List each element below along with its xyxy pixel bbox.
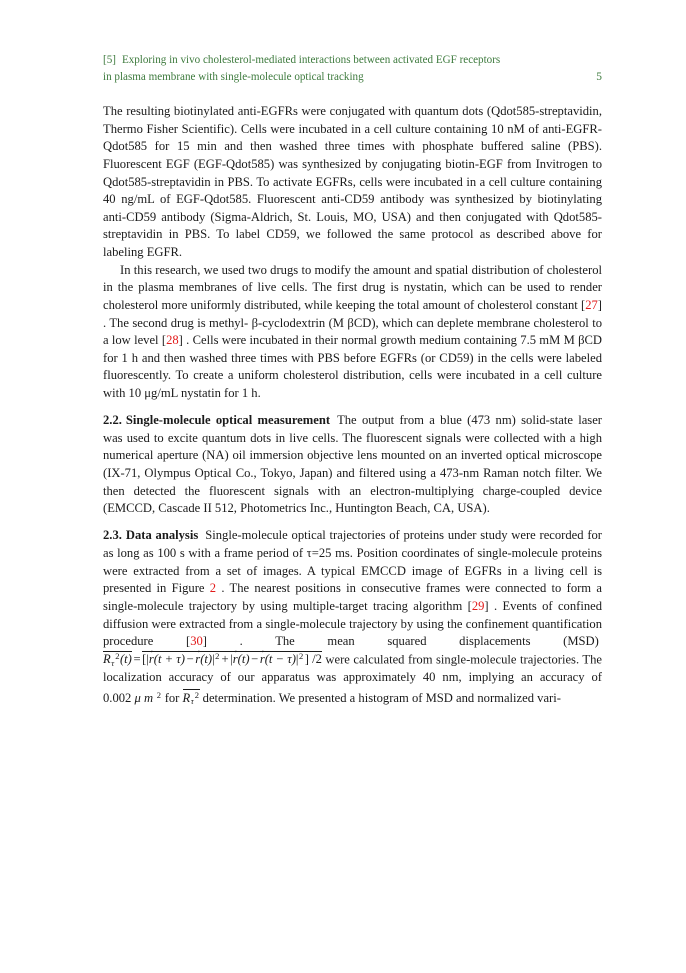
section-2-3-text-b: . The nearest positions in consecutive frames were connected to form a single-molecule trajectory by using multiple-target tracing algorithm [ [103,581,602,613]
paragraph-drugs-cholesterol [103,262,602,403]
msd-bar-1: | [212,652,215,667]
citation-27[interactable]: 27 [585,297,598,312]
msd-plus: + [221,652,229,667]
section-2-2-heading: Single-molecule optical measurement [125,413,331,428]
citation-28[interactable]: 28 [166,333,179,348]
section-2-2-number: 2.2. [103,413,122,428]
rtau-subscript: τ [190,697,194,707]
page-body [103,103,602,707]
msd-arg-4: (t − τ) [264,652,296,667]
page-number: 5 [596,71,602,84]
section-2-3-text-a: Single-molecule optical trajectories of proteins under study were recorded for as long as 100 s with a frame period of τ=25 ms. Position coordinates of single-molecule proteins were extracted from a set of images. A typical EMCCD image of EGFRs in a living cell is presented in Figure [103,528,603,596]
msd-vector-r-1: r → [149,653,154,666]
section-2-3-text-g: determination. We presented a histogram of MSD and normalized vari- [202,690,561,705]
msd-lhs-superscript: 2 [115,651,120,662]
section-2-2 [103,412,602,518]
paragraph-1-text: The resulting biotinylated anti-EGFRs were conjugated with quantum dots (Qdot585-streptavidin, Thermo Fisher Scientific). Cells were incubated in a cell culture containing 10 nM of anti-EGFR-Qdot585 for 15 min and then washed three times with phosphate buffered saline (PBS). Fluorescent EGF (EGF-Qdot585) was synthesized by conjugating biotin-EGF from Invitrogen to Qdot585-streptavidin in PBS. To activate EGFRs, cells were incubated in a cell culture containing 40 ng/mL of EGF-Qdot585. Fluorescent anti-CD59 antibody was synthesized by biotinylating anti-CD59 antibody (Sigma-Aldrich, St. Louis, MO, USA) and then conjugated with Qdot585-streptavidin in PBS. To label CD59, we followed the same protocol as described above for labeling EGFR. [103,104,602,259]
msd-rhs [142,651,322,667]
section-2-3-text-c: ] . Events of confined diffusion were extracted from a single-molecule trajectory by using the confinement quantification procedure [ [103,598,603,649]
unit-meter-symbol: m [143,690,154,705]
section-2-3-text-e: were calculated from single-molecule trajectories. The localization accuracy of our apparatus was approximately 40 nm, implying an accuracy of 0.002 [103,652,602,705]
running-header [103,52,602,87]
msd-vector-r-4: r → [260,653,265,666]
rtau-superscript: 2 [194,689,199,700]
paragraph-2-text-c: ] . Cells were incubated in their normal growth medium containing 7.5 mM M βCD for 1 h and then washed three times with PBS before EGFRs (or CD59) in the cells were labeled fluorescently. To create a uniform cholesterol distribution, cells were incubated in a cell culture with 10 μg/mL nystatin for 1 h. [103,333,603,400]
citation-29[interactable]: 29 [471,598,485,613]
msd-vector-r-2: r → [195,653,200,666]
running-header-bracket-number: [5] [103,54,116,66]
running-header-line-1 [103,52,602,69]
msd-equation [103,652,322,666]
figure-reference-2[interactable]: 2 [209,581,217,596]
msd-exponent-1: 2 [215,651,220,662]
unit-exponent: 2 [156,689,162,700]
paragraph-methods-labeling [103,103,602,262]
unit-mu-symbol: μ [134,690,141,705]
running-header-line-2 [103,69,602,86]
section-2-3-heading: Data analysis [125,528,199,543]
msd-bar-3: | [295,652,299,667]
running-header-title-line-2: in plasma membrane with single-molecule optical tracking [103,71,364,84]
section-2-3-number: 2.3. [103,528,122,543]
msd-vector-r-3: r → [233,653,238,666]
msd-bar-2: | [230,652,233,667]
msd-arg-1: (t + τ) [153,652,185,667]
section-2-3-text-d: ] . The mean squared displacements (MSD) [202,634,599,649]
msd-equals: = [133,652,141,667]
msd-lhs [103,651,132,669]
msd-rhs-open: [| [142,652,149,667]
section-2-2-text: The output from a blue (473 nm) solid-state laser was used to excite quantum dots in live cells. The fluorescent signals were collected with a high numerical aperture (NA) oil immersion objective lens mounted on an inverted optical microscope (IX-71, Olympus Optical Co., Tokyo, Japan) and filtered using a 473-nm Raman notch filter. We then detected the fluorescent signals with an electron-multiplying charge-coupled device (EMCCD, Cascade II 512, Photometrics Inc., Huntington Beach, CA, USA). [103,413,602,516]
paragraph-2-text-a: In this research, we used two drugs to modify the amount and spatial distribution of cholesterol in the plasma membranes of live cells. The first drug is nystatin, which can be used to render cholesterol more uniformly distributed, while keeping the total amount of cholesterol constant [ [103,262,602,312]
msd-lhs-subscript: τ [111,658,115,668]
rtau-symbol: R [182,690,191,705]
msd-lhs-symbol: R [103,652,111,667]
msd-arg-2: (t) [200,652,213,667]
section-2-3 [103,527,602,707]
paragraph-2-text-b: ] . The second drug is methyl- β-cyclodextrin (M βCD), which can deplete membrane cholesterol to a low level [ [103,297,602,348]
citation-30[interactable]: 30 [190,634,203,649]
msd-minus-2: − [251,652,259,667]
msd-minus-1: − [186,652,194,667]
running-header-title-line-1: Exploring in vivo cholesterol-mediated interactions between activated EGF receptors [121,54,501,66]
msd-rhs-close: ] /2 [304,652,322,667]
msd-exponent-2: 2 [298,651,304,662]
msd-arg-3: (t) [237,652,250,667]
section-2-3-text-f: for [164,690,180,705]
rtau-squared-symbol [183,689,200,707]
msd-lhs-argument: (t) [119,652,132,667]
unit-micrometer-squared [135,691,162,705]
